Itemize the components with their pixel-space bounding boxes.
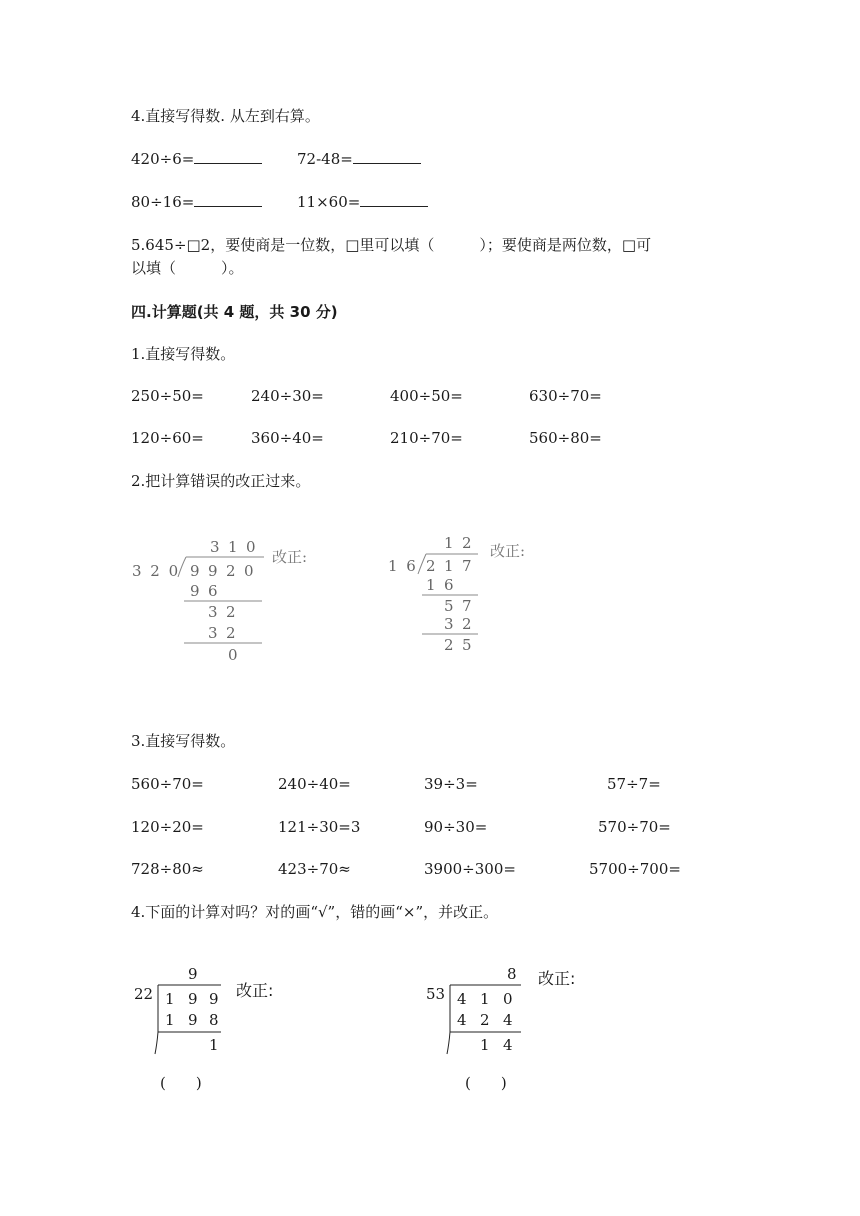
dividend-digit: 1 xyxy=(480,990,490,1008)
remainder-digit: 1 xyxy=(209,1036,219,1054)
step-digit: 5 xyxy=(462,636,472,654)
answer-blank[interactable] xyxy=(194,149,262,164)
remainder-digit: 1 xyxy=(480,1036,490,1054)
q5-prev-line1: 5.645÷□2，要使商是一位数，□里可以填（ ）；要使商是两位数，□可 xyxy=(131,236,652,254)
answer-blank[interactable] xyxy=(353,149,421,164)
q4-prev-expression: 80÷16= xyxy=(131,193,195,211)
c4-title: 4.下面的计算对吗？对的画“√”，错的画“×”，并改正。 xyxy=(131,903,499,921)
step-digit: 3 xyxy=(208,603,218,621)
q4-prev-item xyxy=(297,149,421,169)
product-digit: 4 xyxy=(503,1011,513,1029)
c1-item: 250÷50= xyxy=(131,387,204,405)
q4-prev-item xyxy=(131,149,262,169)
quotient-digit: 9 xyxy=(188,965,198,983)
step-digit: 2 xyxy=(444,636,454,654)
dividend-digit: 9 xyxy=(208,562,218,580)
c1-item: 560÷80= xyxy=(529,429,602,447)
product-digit: 9 xyxy=(188,1011,198,1029)
long-division-b xyxy=(386,530,506,655)
c1-item: 400÷50= xyxy=(390,387,463,405)
c3-item: 560÷70= xyxy=(131,775,204,793)
step-digit: 3 xyxy=(208,624,218,642)
c3-item: 728÷80≈ xyxy=(131,860,204,878)
section-title: 四.计算题(共 4 题，共 30 分) xyxy=(131,303,338,321)
division-bracket xyxy=(418,554,426,574)
answer-paren[interactable]: ( ) xyxy=(465,1074,507,1092)
answer-blank[interactable] xyxy=(194,192,262,207)
c3-item: 121÷30=3 xyxy=(278,818,361,836)
q4-prev-expression: 11×60= xyxy=(297,193,361,211)
c1-item: 120÷60= xyxy=(131,429,204,447)
division-check-b xyxy=(425,960,535,1060)
divisor: 1 6 xyxy=(388,557,418,575)
step-digit: 6 xyxy=(444,576,454,594)
quotient-digit: 1 xyxy=(228,538,238,556)
division-bracket xyxy=(447,1032,450,1054)
answer-paren[interactable]: ( ) xyxy=(160,1074,202,1092)
c3-item: 39÷3= xyxy=(424,775,478,793)
step-digit: 6 xyxy=(208,582,218,600)
c1-title: 1.直接写得数。 xyxy=(131,345,236,363)
fix-label: 改正: xyxy=(236,981,274,1000)
c1-item: 210÷70= xyxy=(390,429,463,447)
step-digit: 1 xyxy=(426,576,436,594)
answer-blank[interactable] xyxy=(360,192,428,207)
step-digit: 2 xyxy=(226,624,236,642)
divisor: 53 xyxy=(426,985,446,1003)
step-digit: 7 xyxy=(462,597,472,615)
product-digit: 2 xyxy=(480,1011,490,1029)
c3-item: 90÷30= xyxy=(424,818,488,836)
product-digit: 8 xyxy=(209,1011,219,1029)
c3-item: 120÷20= xyxy=(131,818,204,836)
quotient-digit: 8 xyxy=(507,965,517,983)
product-digit: 1 xyxy=(165,1011,175,1029)
fix-label: 改正: xyxy=(272,548,308,566)
c1-item: 630÷70= xyxy=(529,387,602,405)
q4-prev-item xyxy=(297,192,428,212)
divisor: 22 xyxy=(134,985,154,1003)
fix-label: 改正: xyxy=(538,969,576,988)
product-digit: 4 xyxy=(457,1011,467,1029)
c3-item: 57÷7= xyxy=(607,775,661,793)
step-digit: 0 xyxy=(228,646,238,663)
division-bracket xyxy=(155,1032,158,1054)
dividend-digit: 2 xyxy=(226,562,236,580)
quotient-digit: 0 xyxy=(246,538,256,556)
c1-item: 240÷30= xyxy=(251,387,324,405)
c1-item: 360÷40= xyxy=(251,429,324,447)
divisor: 3 2 0 xyxy=(132,562,181,580)
q4-prev-expression: 72-48= xyxy=(297,150,353,168)
dividend-digit: 9 xyxy=(190,562,200,580)
q4-prev-item xyxy=(131,192,262,212)
q4-prev-expression: 420÷6= xyxy=(131,150,195,168)
remainder-digit: 4 xyxy=(503,1036,513,1054)
quotient-digit: 1 xyxy=(444,534,454,552)
q5-prev-line2: 以填（ ）。 xyxy=(131,259,244,277)
c3-item: 3900÷300= xyxy=(424,860,516,878)
dividend-digit: 0 xyxy=(503,990,513,1008)
step-digit: 9 xyxy=(190,582,200,600)
c3-item: 240÷40= xyxy=(278,775,351,793)
dividend-digit: 0 xyxy=(244,562,254,580)
c2-title: 2.把计算错误的改正过来。 xyxy=(131,472,311,490)
step-digit: 2 xyxy=(462,615,472,633)
step-digit: 2 xyxy=(226,603,236,621)
dividend-digit: 1 xyxy=(165,990,175,1008)
fix-label: 改正: xyxy=(490,542,526,560)
q4-prev-title: 4.直接写得数. 从左到右算。 xyxy=(131,107,320,125)
c3-item: 423÷70≈ xyxy=(278,860,351,878)
c3-item: 570÷70= xyxy=(598,818,671,836)
dividend-digit: 4 xyxy=(457,990,467,1008)
division-check-a xyxy=(133,960,233,1060)
step-digit: 3 xyxy=(444,615,454,633)
dividend-digit: 1 xyxy=(444,557,454,575)
quotient-digit: 2 xyxy=(462,534,472,552)
quotient-digit: 3 xyxy=(210,538,220,556)
dividend-digit: 9 xyxy=(209,990,219,1008)
dividend-digit: 2 xyxy=(426,557,436,575)
dividend-digit: 9 xyxy=(188,990,198,1008)
dividend-digit: 7 xyxy=(462,557,472,575)
step-digit: 5 xyxy=(444,597,454,615)
c3-item: 5700÷700= xyxy=(589,860,681,878)
c3-title: 3.直接写得数。 xyxy=(131,732,236,750)
